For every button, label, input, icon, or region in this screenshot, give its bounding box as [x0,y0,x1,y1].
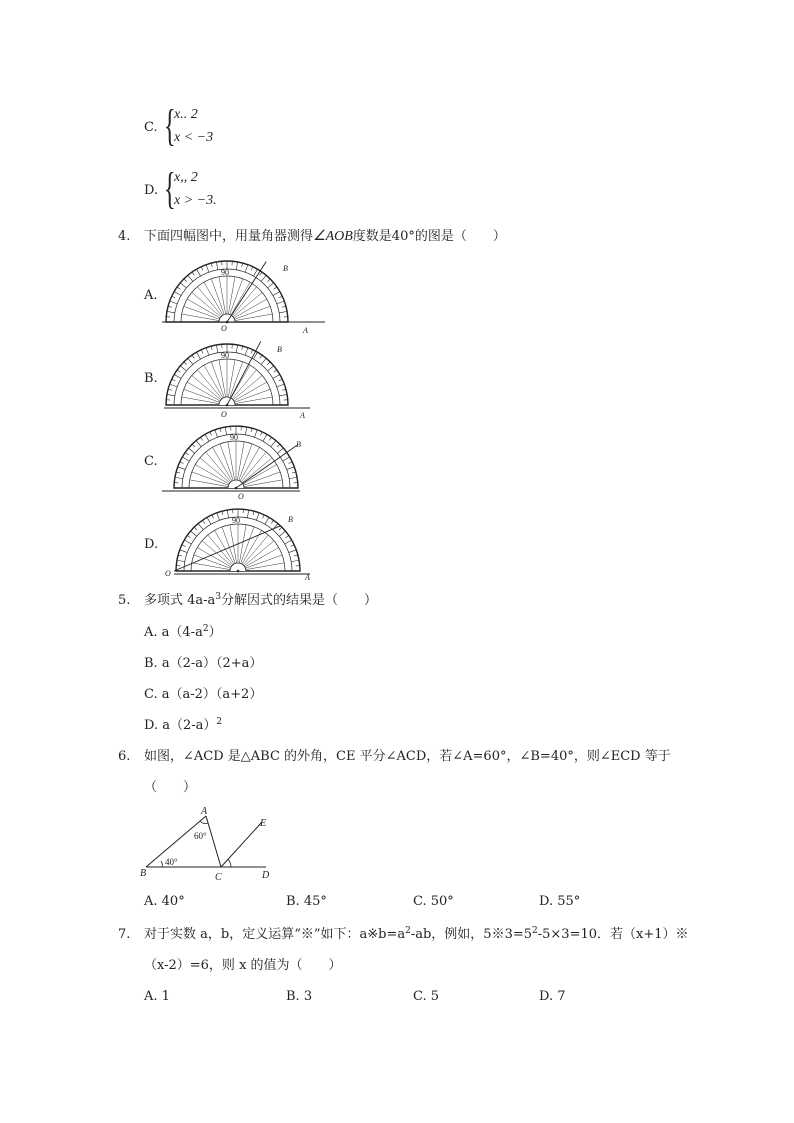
label-a: A [305,573,310,582]
label-a: A [201,806,208,817]
q6-paren: （ ） [144,780,197,795]
q7-line1-post: -5×3=10．若（x+1）※ [537,927,689,942]
q4-angle: ∠AOB [313,229,353,244]
q4-number: 4. [118,229,131,244]
q4-degree: 40° [391,229,415,244]
label-o: O [165,569,171,578]
q5-option-b: B. a（2-a）（2+a） [144,656,263,671]
q4-option-d-label: D. [144,537,159,552]
angle-a-arc [200,821,208,824]
line-ce [221,822,262,867]
q3-option-d-line1: x,, 2 [174,170,198,185]
center-point [237,570,240,573]
q5-stem [144,592,377,610]
label-b: B [283,264,288,273]
protractor-figure-c [150,421,340,501]
label-b: B [140,868,147,879]
q3-option-d-brace: { [164,164,176,213]
q7-exp2: 2 [532,926,538,936]
q7-line1 [144,926,689,944]
label-o: O [221,324,227,333]
q5-stem-pre: 多项式 4a-a [144,593,216,608]
angle-a-label: 60° [194,831,207,841]
q5-option-d-pre: D. a（2-a） [144,718,217,733]
q4-stem-text2: 度数是 [352,229,392,244]
label-e: E [260,818,267,829]
label-o: O [221,410,227,418]
q5-option-a [144,624,222,642]
q4-option-c-label: C. [144,454,158,469]
protractor-figure-b [150,338,340,418]
q6-option-d: D. 55° [539,894,581,909]
angle-c-arc [228,859,231,867]
q7-exp1: 2 [405,926,411,936]
q6-option-a: A. 40° [144,894,185,909]
label-b: B [296,440,301,449]
angle-b-arc [161,861,162,867]
q6-stem: 如图，∠ACD 是△ABC 的外角，CE 平分∠ACD，若∠A=60°，∠B=40°，则∠ECD 等于 [144,749,671,764]
q7-option-a: A. 1 [144,989,170,1004]
q5-option-d [144,717,222,735]
q4-option-b-label: B. [144,371,158,386]
q7-option-d: D. 7 [539,989,566,1004]
q3-option-d-line2: x > −3. [174,193,217,208]
q7-option-b: B. 3 [286,989,313,1004]
protractor-figure-d [150,504,340,584]
angle-b-label: 40° [165,857,178,867]
q6-option-c: C. 50° [413,894,454,909]
q4-option-a-label: A. [144,288,158,303]
scale-label-90: 90 [221,351,229,360]
label-d: D [262,870,270,881]
q5-stem-exp: 3 [215,592,222,602]
q3-option-c-line2: x < −3 [174,130,214,145]
q5-option-a-pre: A. a（4-a [144,625,203,640]
q4-stem-text3: 的图是（ ） [414,229,506,244]
q4-stem-text: 下面四幅图中，用量角器测得 [144,229,314,244]
q5-option-d-exp: 2 [216,717,223,727]
q6-number: 6. [118,749,131,764]
q3-option-c-label: C. [144,120,158,135]
scale-label-90: 90 [221,268,229,277]
q5-option-a-post: ） [208,625,222,640]
q6-option-b: B. 45° [286,894,327,909]
line-ac [206,816,221,867]
scale-label-90: 90 [230,433,238,442]
q4-stem [144,228,506,246]
q5-stem-post: 分解因式的结果是（ ） [221,593,378,608]
protractor-figure-a [150,255,340,335]
q5-option-c: C. a（a-2）（a+2） [144,687,263,702]
q3-option-c-brace: { [164,101,176,150]
q7-line1-pre: 对于实数 a，b，定义运算“※”如下：a※b=a [144,927,406,942]
label-o: O [238,492,244,501]
q5-number: 5. [118,593,131,608]
q5-option-a-exp: 2 [202,624,209,634]
q7-number: 7. [118,927,131,942]
q3-option-d-label: D. [144,183,159,198]
q3-option-c-line1: x.. 2 [174,107,198,122]
label-a: A [300,411,305,418]
q7-line2: （x-2）=6，则 x 的值为（ ） [144,958,342,973]
scale-label-90: 90 [232,516,240,525]
q7-line1-mid: -ab，例如，5※3=5 [410,927,533,942]
label-c: C [215,872,222,883]
label-b: B [277,345,282,354]
label-b: B [288,515,293,524]
label-a: A [303,326,308,335]
q7-option-c: C. 5 [413,989,440,1004]
triangle-figure [136,806,286,886]
